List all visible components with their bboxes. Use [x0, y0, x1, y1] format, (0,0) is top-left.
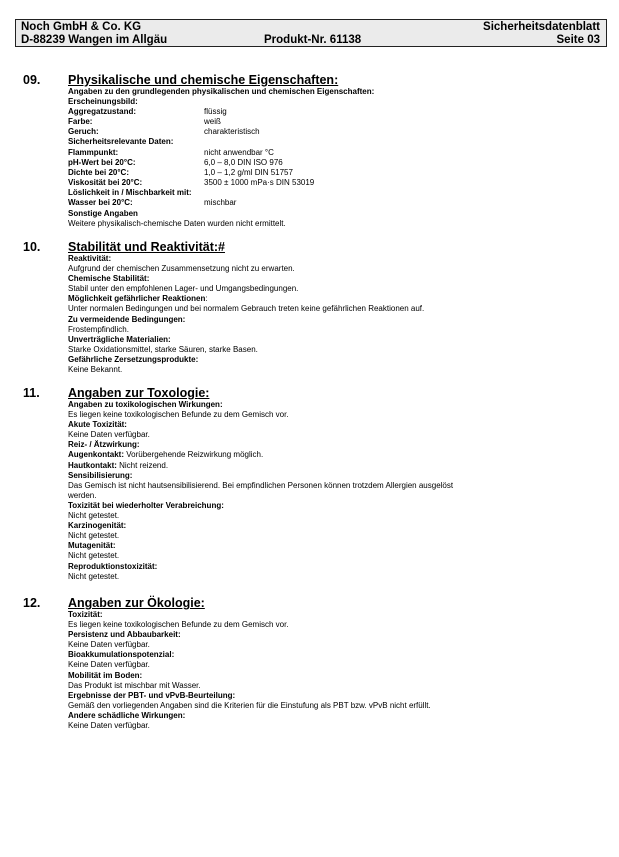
item-label: Angaben zu toxikologischen Wirkungen: — [68, 400, 223, 409]
section-number: 12. — [23, 596, 41, 610]
item-label: Chemische Stabilität: — [68, 274, 150, 284]
section-body — [68, 400, 608, 582]
section-title: Angaben zur Toxologie: — [68, 386, 210, 400]
item-text: Gemäß den vorliegenden Angaben sind die Kriterien für die Einstufung als PBT bzw. vPvB nicht erfüllt. — [68, 700, 431, 710]
property-row: Dichte bei 20°C: 1,0 – 1,2 g/ml DIN 51757 — [68, 167, 293, 177]
item-text: Keine Bekannt. — [68, 365, 123, 375]
page-number: Seite 03 — [556, 34, 600, 46]
section-number: 09. — [23, 73, 41, 87]
item-label: Sensibilisierung: — [68, 470, 133, 480]
property-row: Geruch: charakteristisch — [68, 127, 260, 137]
item-label: Reiz- / Ätzwirkung: — [68, 440, 140, 450]
item-text: Das Produkt ist mischbar mit Wasser. — [68, 680, 201, 690]
company-name: Noch GmbH & Co. KG — [21, 21, 142, 33]
safety-data-label: Sicherheitsrelevante Daten: — [68, 137, 174, 147]
page-header — [15, 19, 607, 47]
property-row: pH-Wert bei 20°C: 6,0 – 8,0 DIN ISO 976 — [68, 157, 283, 167]
item-label: Reproduktionstoxizität: — [68, 561, 158, 571]
section-title: Angaben zur Ökologie: — [68, 596, 205, 610]
item-label: Gefährliche Zersetzungsprodukte: — [68, 354, 199, 364]
item-text: Frostempfindlich. — [68, 324, 129, 334]
item-text: Starke Oxidationsmittel, starke Säuren, starke Basen. — [68, 344, 258, 354]
product-number: Produkt-Nr. 61138 — [264, 34, 362, 46]
item-label: Möglichkeit gefährlicher Reaktionen — [68, 294, 206, 304]
section-number: 11. — [23, 386, 40, 400]
item-label: Persistenz und Abbaubarkeit: — [68, 630, 181, 640]
item-text: Nicht getestet. — [68, 531, 120, 541]
section-title: Stabilität und Reaktivität:# — [68, 240, 225, 254]
item-label: Unverträgliche Materialien: — [68, 334, 171, 344]
item-text: Nicht getestet. — [68, 551, 120, 561]
property-row: Wasser bei 20°C: mischbar — [68, 198, 237, 208]
property-row: Flammpunkt: nicht anwendbar °C — [68, 147, 274, 157]
section-number: 10. — [23, 240, 41, 254]
item-text: Nicht getestet. — [68, 511, 120, 521]
item-label: Toxizität bei wiederholter Verabreichung: — [68, 500, 224, 510]
section-body — [68, 254, 608, 375]
property-row: Viskosität bei 20°C: 3500 ± 1000 mPa·s DIN 53019 — [68, 177, 315, 187]
item-text: Es liegen keine toxikologischen Befunde zu dem Gemisch vor. — [68, 410, 289, 420]
inline-item: Hautkontakt: Nicht reizend. — [68, 460, 169, 470]
item-label-row: Möglichkeit gefährlicher Reaktionen: — [68, 294, 208, 304]
document-type: Sicherheitsdatenblatt — [483, 21, 600, 33]
item-text: Nicht getestet. — [68, 571, 120, 581]
item-text: Es liegen keine toxikologischen Befunde zu dem Gemisch vor. — [68, 620, 289, 630]
company-address: D-88239 Wangen im Allgäu — [21, 34, 168, 46]
appearance-label: Erscheinungsbild: — [68, 97, 138, 107]
item-label: Andere schädliche Wirkungen: — [68, 710, 186, 720]
item-label: Mobilität im Boden: — [68, 670, 143, 680]
item-label: Reaktivität: — [68, 254, 112, 263]
item-label: Toxizität: — [68, 610, 103, 619]
item-label: Bioakkumulationspotenzial: — [68, 650, 175, 660]
section-body — [68, 87, 608, 229]
inline-item: Augenkontakt: Vorübergehende Reizwirkung möglich. — [68, 450, 264, 460]
other-info-label: Sonstige Angaben — [68, 209, 138, 219]
other-info-text: Weitere physikalisch-chemische Daten wurden nicht ermittelt. — [68, 219, 286, 229]
item-text: Keine Daten verfügbar. — [68, 660, 150, 670]
item-text: Keine Daten verfügbar. — [68, 721, 150, 731]
section-body — [68, 610, 608, 731]
section-title: Physikalische und chemische Eigenschaften: — [68, 73, 339, 87]
item-label: Mutagenität: — [68, 541, 116, 551]
item-label: Ergebnisse der PBT- und vPvB-Beurteilung: — [68, 690, 236, 700]
item-text: Unter normalen Bedingungen und bei normalem Gebrauch treten keine gefährlichen Reaktionen auf. — [68, 304, 425, 314]
section-intro: Angaben zu den grundlegenden physikalischen und chemischen Eigenschaften: — [68, 87, 375, 96]
property-row: Aggregatzustand: flüssig — [68, 107, 227, 117]
item-label: Zu vermeidende Bedingungen: — [68, 314, 186, 324]
item-text: Keine Daten verfügbar. — [68, 640, 150, 650]
item-text: Das Gemisch ist nicht hautsensibilisierend. Bei empfindlichen Personen können trotzdem Allergien ausgelöst werden. — [68, 480, 454, 500]
item-label: Karzinogenität: — [68, 521, 127, 531]
item-text: Keine Daten verfügbar. — [68, 430, 150, 440]
item-label: Akute Toxizität: — [68, 420, 127, 430]
item-text: Aufgrund der chemischen Zusammensetzung nicht zu erwarten. — [68, 264, 295, 274]
solubility-label: Löslichkeit in / Mischbarkeit mit: — [68, 187, 192, 197]
item-text: Stabil unter den empfohlenen Lager- und Umgangsbedingungen. — [68, 284, 299, 294]
property-row: Farbe: weiß — [68, 117, 221, 127]
